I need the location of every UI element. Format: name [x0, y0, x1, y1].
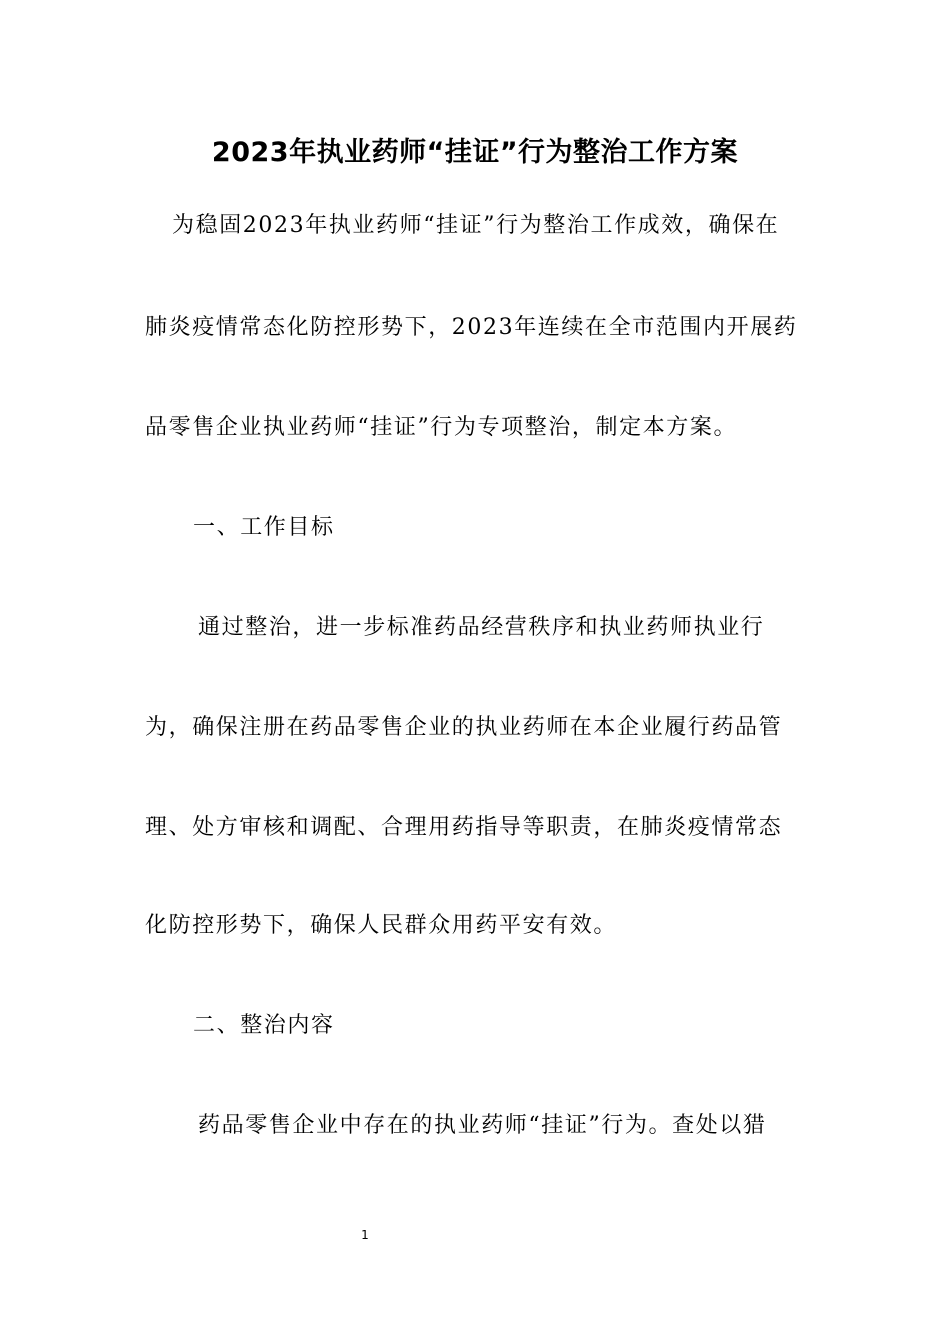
section-heading: 一、工作目标: [193, 515, 335, 540]
paragraph-line: 药品零售企业中存在的执业药师“挂证”行为。查处以猎: [198, 1113, 767, 1138]
paragraph-line: 化防控形势下，确保人民群众用药平安有效。: [145, 913, 618, 938]
section-heading: 二、整治内容: [193, 1013, 335, 1038]
document-title: 2023年执业药师“挂证”行为整治工作方案: [211, 137, 739, 168]
page-number: 1: [361, 1228, 369, 1242]
paragraph-line: 品零售企业执业药师“挂证”行为专项整治，制定本方案。: [145, 415, 738, 440]
paragraph-line: 为稳固2023年执业药师“挂证”行为整治工作成效，确保在: [172, 213, 780, 238]
paragraph-line: 为，确保注册在药品零售企业的执业药师在本企业履行药品管: [145, 715, 783, 740]
paragraph-line: 肺炎疫情常态化防控形势下，2023年连续在全市范围内开展药: [145, 315, 798, 340]
paragraph-line: 理、处方审核和调配、合理用药指导等职责，在肺炎疫情常态: [145, 815, 783, 840]
paragraph-line: 通过整治，进一步标准药品经营秩序和执业药师执业行: [198, 615, 765, 640]
